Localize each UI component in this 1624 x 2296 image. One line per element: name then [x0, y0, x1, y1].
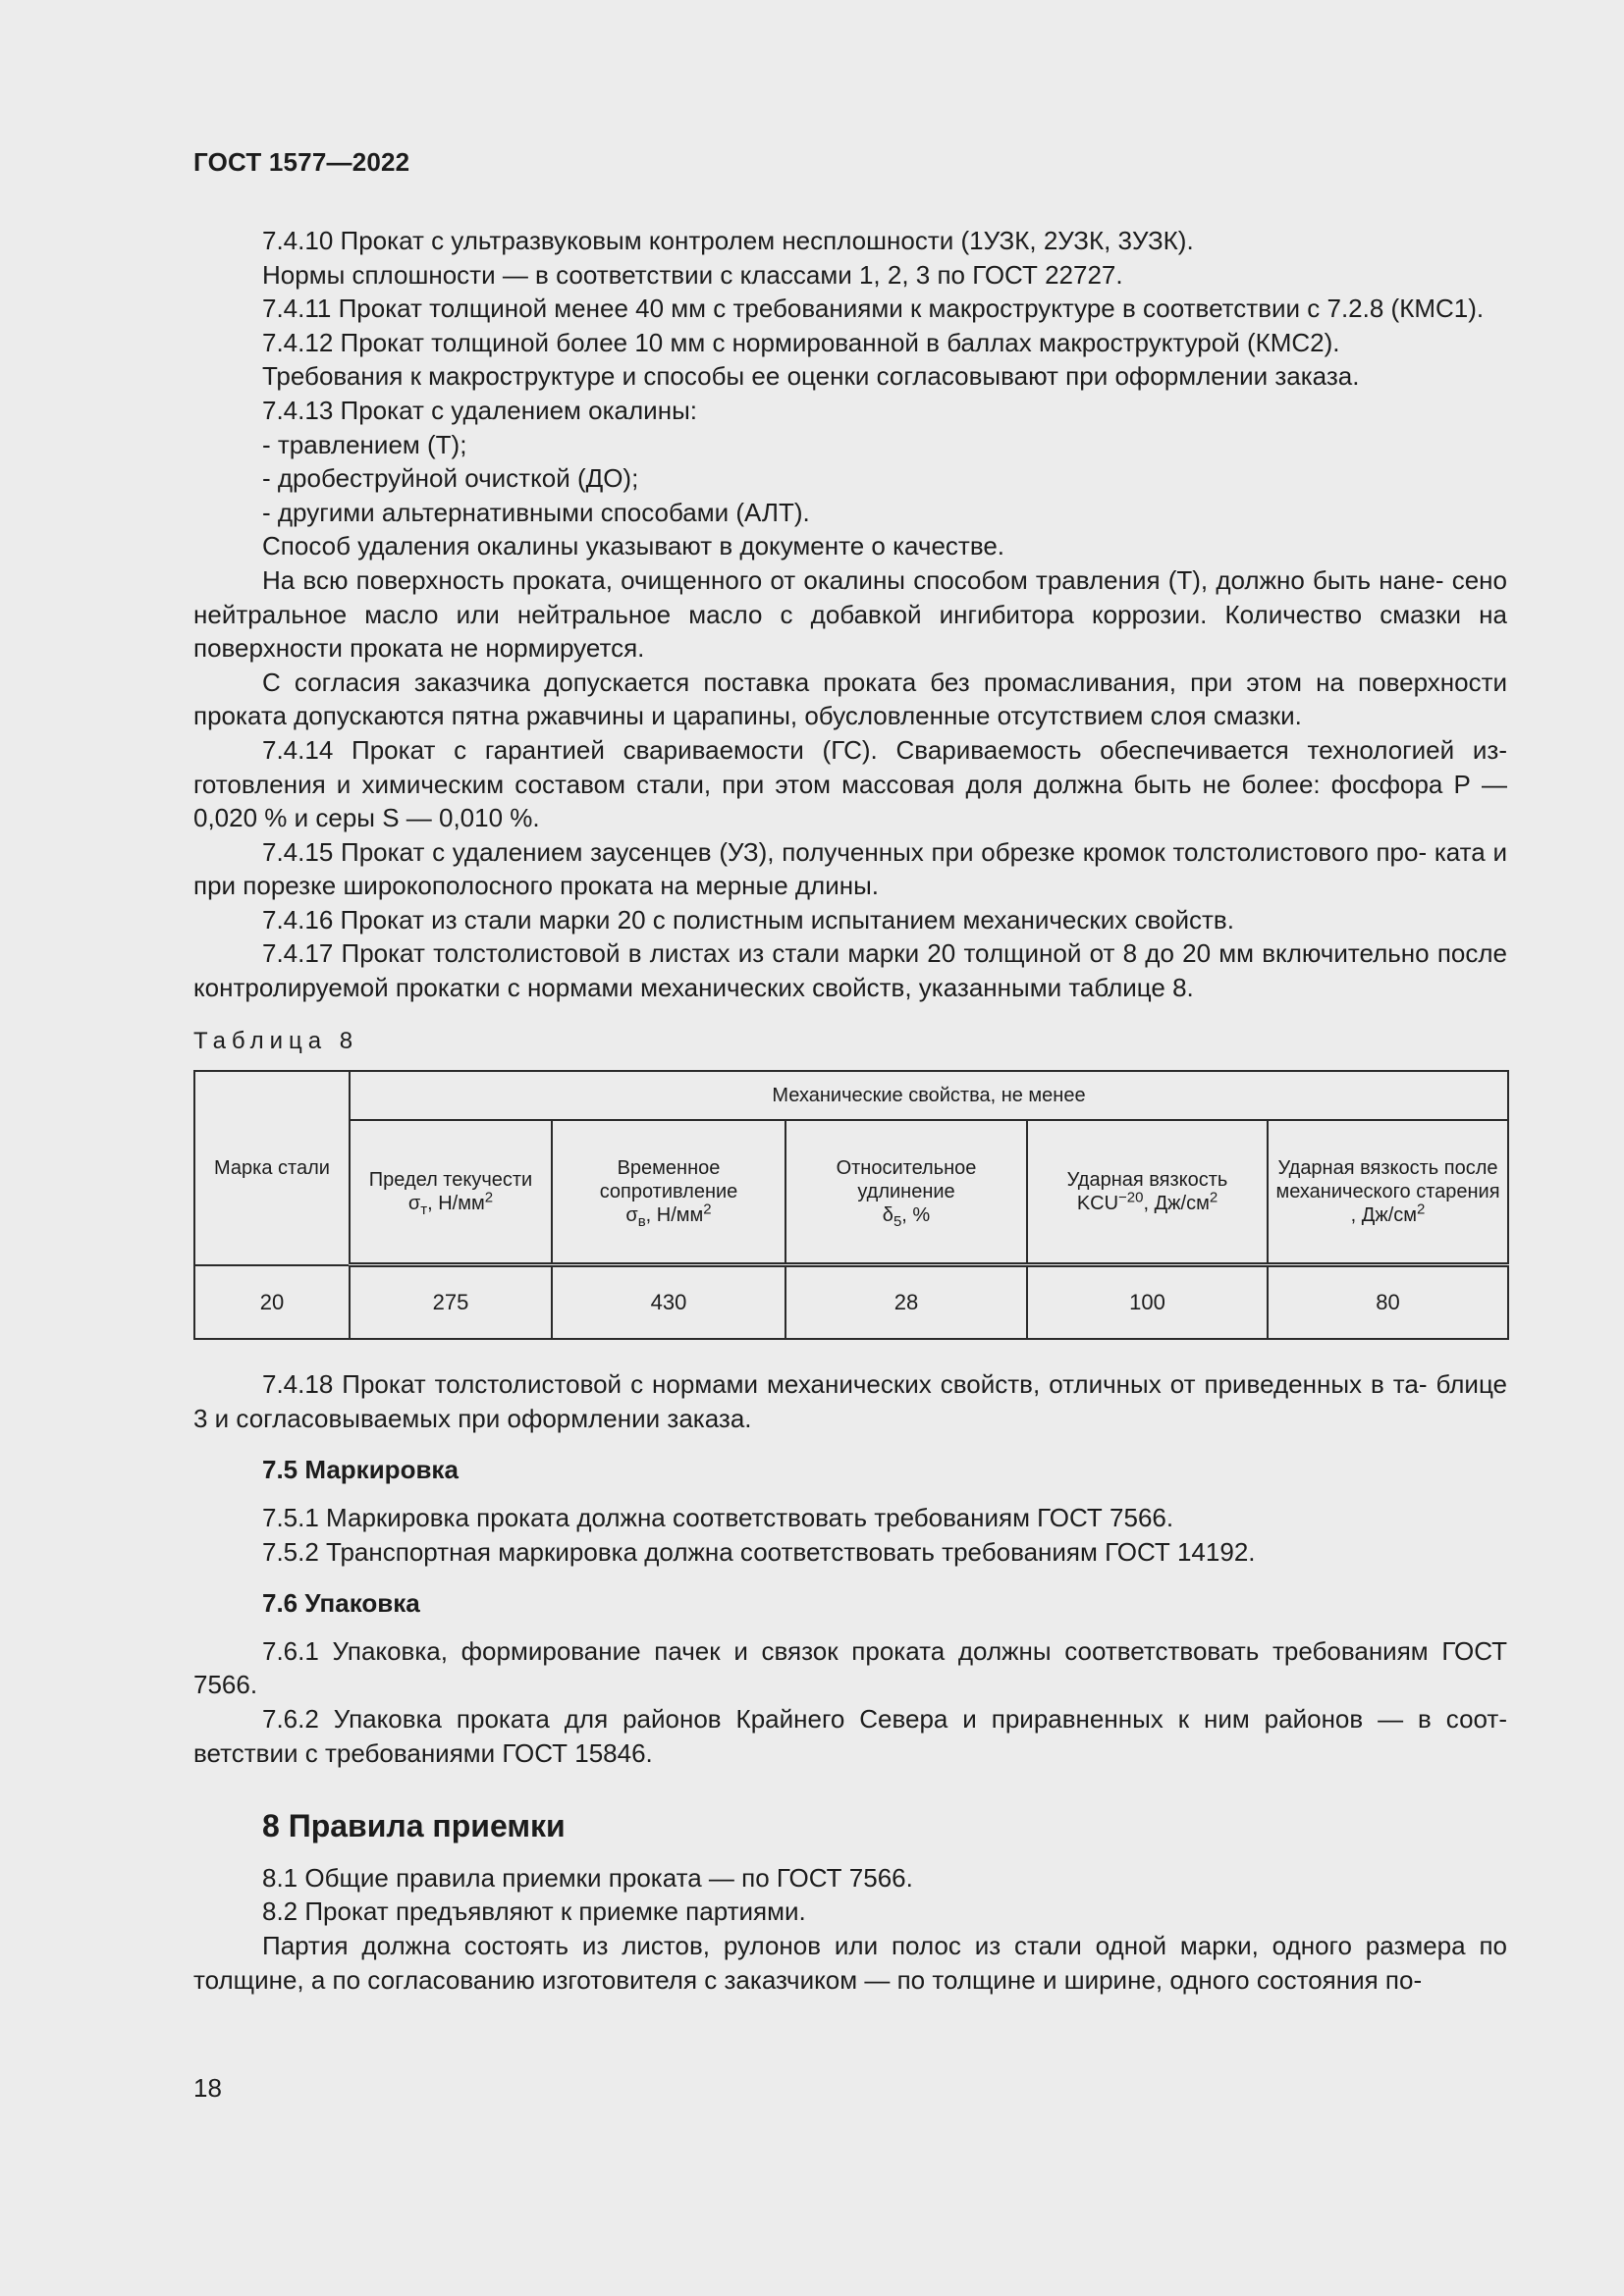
table-header-column	[1027, 1120, 1268, 1265]
header-sup: 2	[1417, 1201, 1426, 1218]
paragraph: 7.6.1 Упаковка, формирование пачек и связок проката должны соответствовать требованиям ГОСТ 7566.	[193, 1635, 1507, 1700]
header-sym: δ	[882, 1204, 893, 1227]
table-header-column	[350, 1120, 552, 1265]
document-header: ГОСТ 1577—2022	[193, 147, 410, 177]
table-row	[194, 1265, 1508, 1340]
paragraph: 7.4.17 Прокат толстолистовой в листах из стали марки 20 толщиной от 8 до 20 мм включительно после контролируемой прокатки с нормами механических свойств, указанными таблице 8.	[193, 938, 1507, 1003]
page-number: 18	[193, 2073, 222, 2103]
table-caption: Таблица 8	[193, 1027, 359, 1054]
table-header-column	[785, 1120, 1027, 1265]
table-header-mechanical-properties: Механические свойства, не менее	[350, 1071, 1508, 1120]
table-cell: 275	[350, 1265, 552, 1340]
paragraph: 7.4.13 Прокат с удалением окалины:	[262, 395, 697, 425]
paragraph: - другими альтернативными способами (АЛТ).	[262, 497, 810, 527]
table-cell: 28	[785, 1265, 1027, 1340]
paragraph: На всю поверхность проката, очищенного от окалины способом травления (Т), должно быть нане- сено нейтральное масло или нейтральное масло с добавкой ингибитора коррозии. Количество смазки на поверхности проката не нормируется.	[193, 564, 1507, 664]
paragraph: - дробеструйной очисткой (ДО);	[262, 463, 639, 494]
paragraph: 8.1 Общие правила приемки проката — по ГОСТ 7566.	[262, 1862, 913, 1893]
paragraph: 7.4.11 Прокат толщиной менее 40 мм с требованиями к макроструктуре в соответствии с 7.2.8 (КМС1).	[262, 294, 1485, 324]
paragraph: 7.4.14 Прокат с гарантией свариваемости (ГС). Свариваемость обеспечивается технологией из- готовления и химическим составом стали, при этом массовая доля должна быть не более: фосфора Р — 0,020 % и серы S — 0,010 %.	[193, 734, 1507, 833]
header-post: , Н/мм	[645, 1204, 704, 1227]
table-cell: 20	[194, 1265, 350, 1340]
paragraph: Нормы сплошности — в соответствии с классами 1, 2, 3 по ГОСТ 22727.	[262, 259, 1123, 290]
header-sym: KCU	[1076, 1193, 1119, 1215]
paragraph: 7.5.2 Транспортная маркировка должна соответствовать требованиям ГОСТ 14192.	[262, 1536, 1256, 1567]
section-7-6-body	[193, 1634, 1507, 1770]
header-pre: Временное сопротивление	[599, 1157, 738, 1203]
header-sub: в	[637, 1213, 646, 1231]
header-post: , %	[901, 1204, 931, 1227]
paragraph: 7.4.16 Прокат из стали марки 20 с полистным испытанием механических свойств.	[262, 904, 1234, 934]
header-pre: Ударная вязкость после механического старения	[1275, 1157, 1500, 1203]
header-sup2: 2	[1209, 1189, 1218, 1206]
paragraph: - травлением (Т);	[262, 429, 467, 459]
table-header-column	[1268, 1120, 1508, 1265]
section-8-heading: 8 Правила приемки	[262, 1808, 566, 1844]
header-pre: Предел текучести	[368, 1169, 533, 1192]
paragraph: 7.4.15 Прокат с удалением заусенцев (УЗ), полученных при обрезке кромок толстолистового про- ката и при порезке широкополосного проката на мерные длины.	[193, 836, 1507, 901]
table-cell: 430	[552, 1265, 785, 1340]
paragraph: 7.5.1 Маркировка проката должна соответствовать требованиям ГОСТ 7566.	[262, 1503, 1174, 1533]
paragraphs-7-4	[193, 224, 1507, 1005]
section-7-5-body	[193, 1501, 1507, 1569]
paragraph: Требования к макроструктуре и способы ее оценки согласовывают при оформлении заказа.	[262, 361, 1360, 392]
paragraph: Способ удаления окалины указывают в документе о качестве.	[262, 531, 1005, 561]
header-sub: 5	[893, 1213, 902, 1231]
section-7-6-heading: 7.6 Упаковка	[262, 1588, 420, 1619]
section-7-5-heading: 7.5 Маркировка	[262, 1455, 459, 1485]
table-cell: 100	[1027, 1265, 1268, 1340]
header-sup: 2	[484, 1189, 494, 1206]
paragraph: 7.4.18 Прокат толстолистовой с нормами механических свойств, отличных от приведенных в та- блице 3 и согласовываемых при оформлении заказа.	[193, 1369, 1507, 1433]
header-post: , Н/мм	[427, 1193, 485, 1215]
paragraph: 7.4.10 Прокат с ультразвуковым контролем несплошности (1УЗК, 2УЗК, 3УЗК).	[262, 226, 1194, 255]
table-cell: 80	[1268, 1265, 1508, 1340]
header-sub: т	[420, 1201, 428, 1219]
table-header-steel-grade: Марка стали	[194, 1071, 350, 1265]
header-sym: σ	[625, 1204, 638, 1227]
paragraph: Партия должна состоять из листов, рулонов или полос из стали одной марки, одного размера по толщине, а по согласованию изготовителя с заказчиком — по толщине и ширине, одного состояния по-	[193, 1930, 1507, 1995]
document-body	[193, 224, 1507, 1997]
header-sup: −20	[1118, 1189, 1144, 1206]
paragraph: 8.2 Прокат предъявляют к приемке партиями.	[262, 1896, 806, 1927]
header-sym: σ	[407, 1193, 421, 1215]
paragraph-7-4-18	[193, 1367, 1507, 1435]
header-pre: Ударная вязкость	[1066, 1169, 1228, 1192]
section-8-body	[193, 1861, 1507, 1997]
header-pre: Относительное удлинение	[836, 1157, 977, 1203]
paragraph: 7.4.12 Прокат толщиной более 10 мм с нормированной в баллах макроструктурой (КМС2).	[262, 327, 1340, 357]
table-8	[193, 1070, 1509, 1340]
paragraph: С согласия заказчика допускается поставка проката без промасливания, при этом на поверхности проката допускаются пятна ржавчины и царапины, обусловленные отсутствием слоя смазки.	[193, 667, 1507, 731]
header-post: , Дж/см	[1350, 1204, 1417, 1227]
header-sup: 2	[703, 1201, 712, 1218]
table-header-column	[552, 1120, 785, 1265]
header-post: , Дж/см	[1143, 1193, 1210, 1215]
paragraph: 7.6.2 Упаковка проката для районов Крайнего Севера и приравненных к ним районов — в соот- ветствии с требованиями ГОСТ 15846.	[193, 1704, 1507, 1768]
